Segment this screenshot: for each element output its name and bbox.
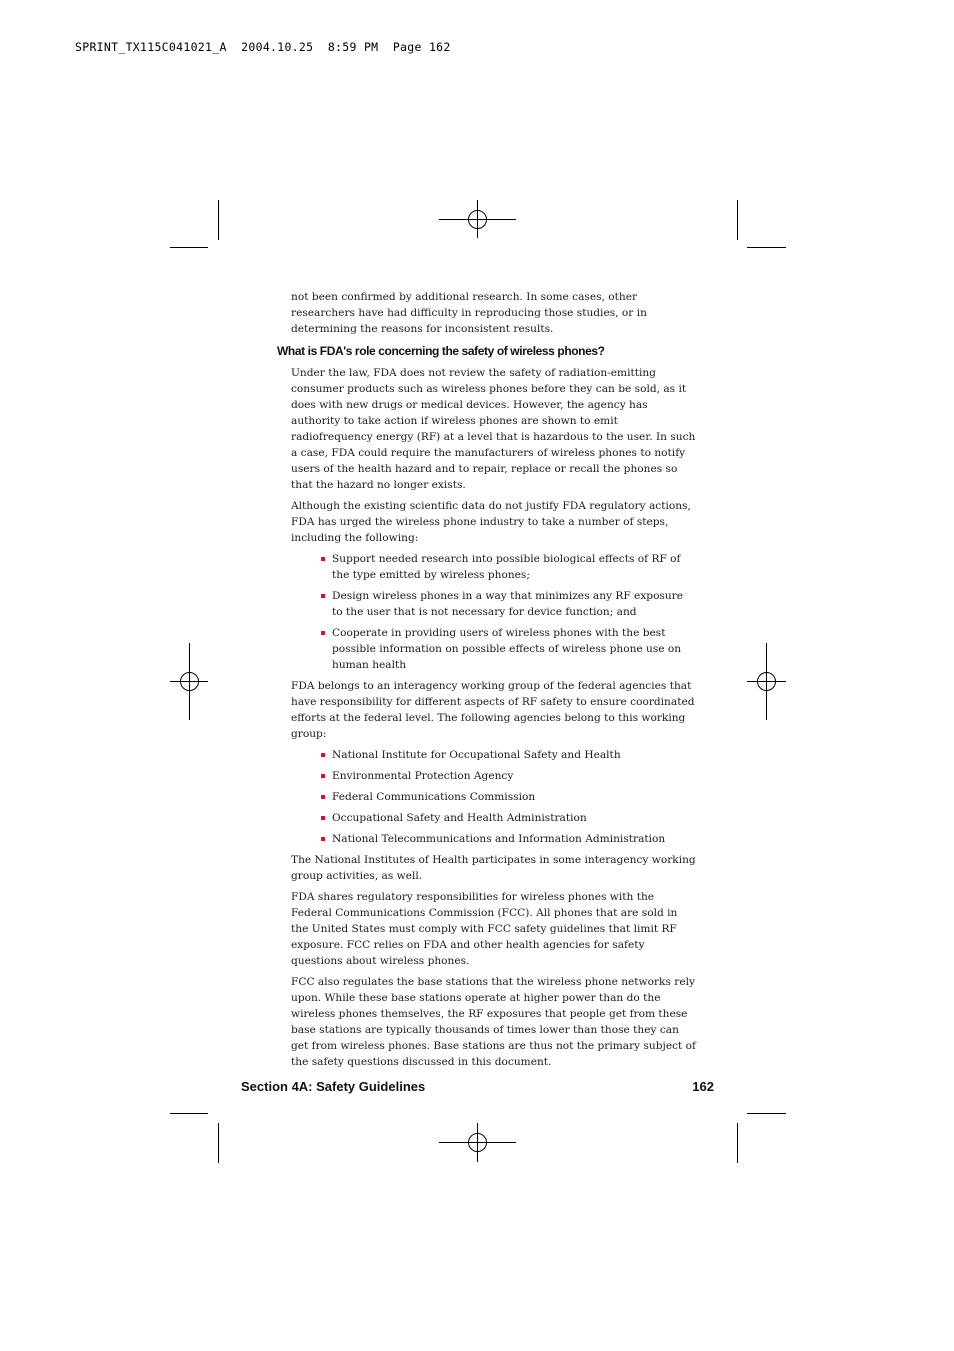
section-heading: What is FDA's role concerning the safety of wireless phones?: [277, 344, 605, 358]
bullet-square-icon: [321, 594, 325, 598]
registration-mark-left-circle: [180, 672, 199, 691]
crop-mark-top-right-horizontal: [747, 247, 786, 248]
bullet-square-icon: [321, 557, 325, 561]
registration-mark-bottom-circle: [468, 1133, 487, 1152]
list-item: Design wireless phones in a way that minimizes any RF exposure to the user that is not necessary for device function; and: [332, 588, 697, 620]
body-paragraph: FCC also regulates the base stations that the wireless phone networks rely upon. While these base stations operate at higher power than do the wireless phones themselves, the RF exposures that people get from these base stations are typically thousands of times lower than those they can get from wireless phones. Base stations are thus not the primary subject of the safety questions discussed in this document.: [291, 976, 696, 1068]
list-item: National Telecommunications and Information Administration: [332, 831, 697, 847]
list-item: Federal Communications Commission: [332, 789, 697, 805]
body-paragraph: Under the law, FDA does not review the safety of radiation-emitting consumer products such as wireless phones before they can be sold, as it does with new drugs or medical devices. However, the agency has authority to take action if wireless phones are shown to emit radiofrequency energy (RF) at a level that is hazardous to the user. In such a case, FDA could require the manufacturers of wireless phones to notify users of the health hazard and to repair, replace or recall the phones so that the hazard no longer exists.: [291, 367, 696, 491]
crop-mark-bottom-left-vertical: [218, 1123, 219, 1163]
page-body: [277, 289, 697, 1075]
bullet-square-icon: [321, 795, 325, 799]
crop-mark-bottom-right-horizontal: [747, 1113, 786, 1114]
bullet-square-icon: [321, 816, 325, 820]
body-paragraph: The National Institutes of Health participates in some interagency working group activities, as well.: [291, 854, 696, 882]
bullet-square-icon: [321, 774, 325, 778]
print-slug-line: SPRINT_TX115C041021_A 2004.10.25 8:59 PM Page 162: [75, 40, 451, 54]
registration-mark-top-circle: [468, 210, 487, 229]
crop-mark-top-left-horizontal: [170, 247, 208, 248]
crop-mark-top-right-vertical: [737, 200, 738, 240]
body-paragraph: Although the existing scientific data do not justify FDA regulatory actions, FDA has urged the wireless phone industry to take a number of steps, including the following:: [291, 500, 691, 544]
registration-mark-right-circle: [757, 672, 776, 691]
list-item: National Institute for Occupational Safety and Health: [332, 747, 697, 763]
crop-mark-bottom-right-vertical: [737, 1123, 738, 1163]
list-item: Cooperate in providing users of wireless phones with the best possible information on possible effects of wireless phone use on human health: [332, 625, 697, 673]
intro-paragraph: not been confirmed by additional research. In some cases, other researchers have had difficulty in reproducing those studies, or in determining the reasons for inconsistent results.: [291, 291, 647, 335]
footer-section-title: Section 4A: Safety Guidelines: [241, 1079, 426, 1094]
body-paragraph: FDA shares regulatory responsibilities for wireless phones with the Federal Communications Commission (FCC). All phones that are sold in the United States must comply with FCC safety guidelines that limit RF exposure. FCC relies on FDA and other health agencies for safety questions about wireless phones.: [291, 891, 678, 967]
bullet-square-icon: [321, 837, 325, 841]
agencies-list: [277, 747, 697, 847]
crop-mark-top-left-vertical: [218, 200, 219, 240]
bullet-square-icon: [321, 753, 325, 757]
crop-mark-bottom-left-horizontal: [170, 1113, 208, 1114]
body-paragraph: FDA belongs to an interagency working group of the federal agencies that have responsibility for different aspects of RF safety to ensure coordinated efforts at the federal level. The following agencies belong to this working group:: [291, 680, 695, 740]
fda-steps-list: [277, 551, 697, 673]
footer-page-number: 162: [692, 1079, 714, 1094]
list-item: Support needed research into possible biological effects of RF of the type emitted by wireless phones;: [332, 551, 697, 583]
list-item: Environmental Protection Agency: [332, 768, 697, 784]
bullet-square-icon: [321, 631, 325, 635]
list-item: Occupational Safety and Health Administration: [332, 810, 697, 826]
